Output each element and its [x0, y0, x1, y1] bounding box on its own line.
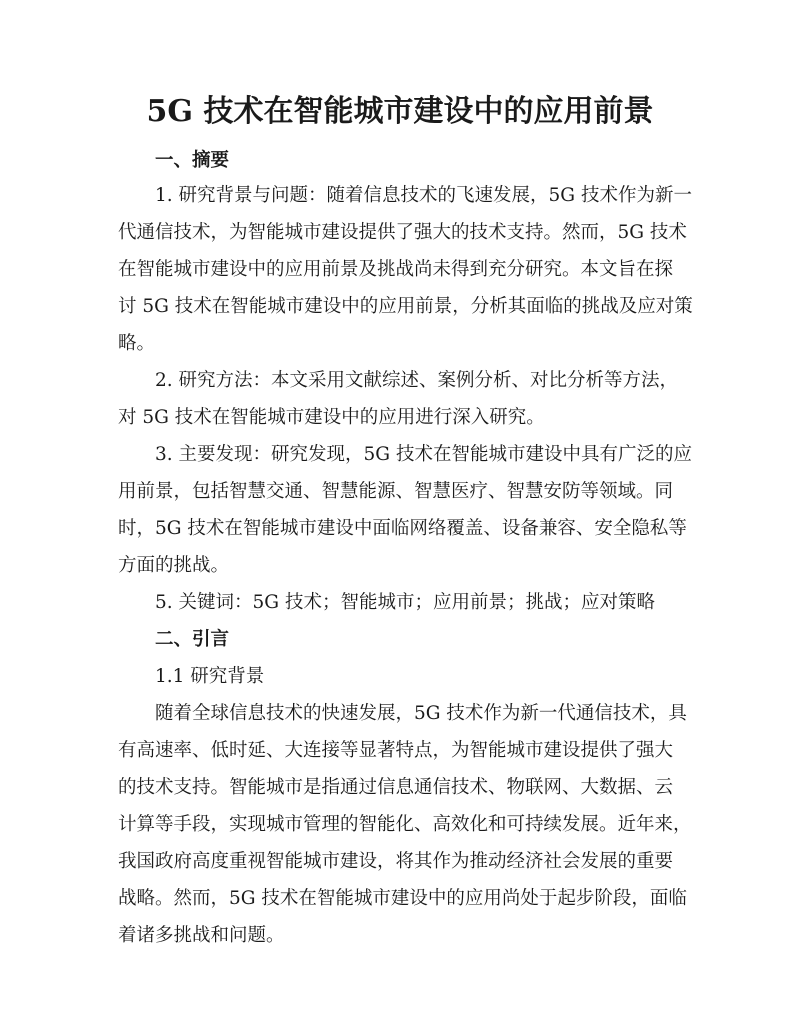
paragraph-line: 我国政府高度重视智能城市建设，将其作为推动经济社会发展的重要 — [118, 851, 674, 872]
document-title: 5G 技术在智能城市建设中的应用前景 — [146, 94, 654, 129]
paragraph-line: 的技术支持。智能城市是指通过信息通信技术、物联网、大数据、云 — [118, 777, 674, 798]
paragraph-line: 2. 研究方法：本文采用文献综述、案例分析、对比分析等方法， — [155, 370, 679, 391]
section-heading-abstract: 一、摘要 — [155, 150, 230, 171]
paragraph-line: 时，5G 技术在智能城市建设中面临网络覆盖、设备兼容、安全隐私等 — [118, 518, 687, 539]
paragraph-line: 着诸多挑战和问题。 — [118, 925, 285, 946]
paragraph-line: 对 5G 技术在智能城市建设中的应用进行深入研究。 — [118, 407, 545, 428]
paragraph-line: 代通信技术，为智能城市建设提供了强大的技术支持。然而，5G 技术 — [118, 222, 687, 243]
keywords-line: 5. 关键词：5G 技术；智能城市；应用前景；挑战；应对策略 — [155, 592, 655, 613]
paragraph-line: 计算等手段，实现城市管理的智能化、高效化和可持续发展。近年来， — [118, 814, 692, 835]
paragraph-line: 略。 — [118, 333, 156, 354]
section-heading-introduction: 二、引言 — [155, 629, 230, 650]
paragraph-line: 有高速率、低时延、大连接等显著特点，为智能城市建设提供了强大 — [118, 740, 674, 761]
paragraph-line: 随着全球信息技术的快速发展，5G 技术作为新一代通信技术，具 — [155, 703, 687, 724]
subsection-heading-background: 1.1 研究背景 — [155, 666, 265, 687]
paragraph-line: 在智能城市建设中的应用前景及挑战尚未得到充分研究。本文旨在探 — [118, 259, 674, 280]
paragraph-line: 方面的挑战。 — [118, 555, 230, 576]
paragraph-line: 3. 主要发现：研究发现，5G 技术在智能城市建设中具有广泛的应 — [155, 444, 692, 465]
paragraph-line: 用前景，包括智慧交通、智慧能源、智慧医疗、智慧安防等领域。同 — [118, 481, 674, 502]
paragraph-line: 1. 研究背景与问题：随着信息技术的飞速发展，5G 技术作为新一 — [155, 185, 692, 206]
paragraph-line: 讨 5G 技术在智能城市建设中的应用前景，分析其面临的挑战及应对策 — [118, 296, 693, 317]
paragraph-line: 战略。然而，5G 技术在智能城市建设中的应用尚处于起步阶段，面临 — [118, 888, 687, 909]
